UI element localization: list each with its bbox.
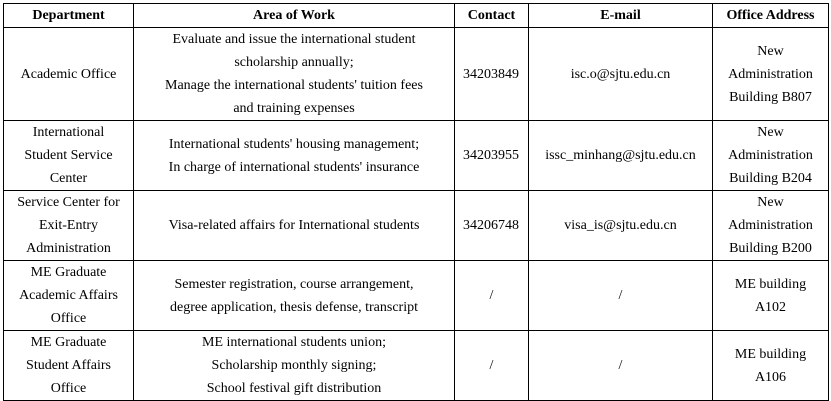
address-line: Building B204 bbox=[729, 171, 812, 186]
department-cell bbox=[4, 191, 134, 261]
table-row bbox=[4, 121, 829, 191]
department-line: Office bbox=[50, 311, 87, 326]
header-row bbox=[4, 4, 829, 28]
email-cell: issc_minhang@sjtu.edu.cn bbox=[529, 121, 713, 191]
department-line: ME Graduate bbox=[30, 265, 107, 280]
office-address-cell bbox=[713, 121, 829, 191]
department-cell bbox=[4, 261, 134, 331]
contact-cell: / bbox=[455, 331, 529, 401]
header-contact: Contact bbox=[455, 4, 529, 28]
area-line: Semester registration, course arrangement, bbox=[174, 276, 414, 292]
address-line: ME building bbox=[734, 346, 807, 362]
header-office-address: Office Address bbox=[713, 4, 829, 28]
email-cell: / bbox=[529, 331, 713, 401]
area-line: International students' housing management; bbox=[168, 136, 420, 152]
header-email: E-mail bbox=[529, 4, 713, 28]
department-cell bbox=[4, 28, 134, 121]
address-line: A102 bbox=[754, 299, 787, 315]
department-line: Academic Affairs bbox=[19, 288, 118, 303]
area-of-work-cell bbox=[134, 261, 455, 331]
area-line: ME international students union; bbox=[202, 335, 386, 350]
table-row bbox=[4, 28, 829, 121]
address-line: ME building bbox=[734, 276, 807, 292]
area-line: and training expenses bbox=[233, 101, 355, 116]
address-line: Administration bbox=[728, 218, 813, 233]
department-line: Exit-Entry bbox=[38, 218, 99, 233]
department-line: Center bbox=[49, 171, 88, 186]
contact-cell: / bbox=[455, 261, 529, 331]
department-line: Office bbox=[50, 381, 87, 396]
office-address-cell bbox=[713, 261, 829, 331]
area-of-work-cell bbox=[134, 121, 455, 191]
office-contacts-table bbox=[3, 3, 829, 401]
address-line: Building B200 bbox=[729, 241, 812, 256]
table-row bbox=[4, 331, 829, 401]
address-line: New bbox=[757, 195, 784, 210]
email-cell: visa_is@sjtu.edu.cn bbox=[529, 191, 713, 261]
department-line: International bbox=[32, 125, 105, 140]
department-cell bbox=[4, 331, 134, 401]
area-line: School festival gift distribution bbox=[206, 381, 382, 396]
department-line: ME Graduate bbox=[30, 335, 107, 350]
address-line: A106 bbox=[754, 369, 787, 385]
address-line: Administration bbox=[728, 148, 813, 163]
contact-cell: 34203849 bbox=[455, 28, 529, 121]
table-row bbox=[4, 261, 829, 331]
area-line: Scholarship monthly signing; bbox=[211, 358, 377, 373]
department-cell bbox=[4, 121, 134, 191]
header-area-of-work: Area of Work bbox=[134, 4, 455, 28]
email-cell: isc.o@sjtu.edu.cn bbox=[529, 28, 713, 121]
area-line: scholarship annually; bbox=[234, 55, 354, 70]
area-line: Visa-related affairs for International students bbox=[168, 218, 420, 233]
address-line: New bbox=[757, 43, 784, 59]
office-address-cell bbox=[713, 28, 829, 121]
area-of-work-cell bbox=[134, 331, 455, 401]
area-line: degree application, thesis defense, transcript bbox=[169, 299, 418, 315]
department-line: Administration bbox=[26, 241, 111, 256]
department-line: Student Affairs bbox=[26, 358, 111, 373]
office-address-cell bbox=[713, 331, 829, 401]
department-line: Service Center for bbox=[17, 195, 120, 210]
address-line: Building B807 bbox=[729, 89, 812, 105]
address-line: Administration bbox=[728, 66, 813, 82]
contact-cell: 34203955 bbox=[455, 121, 529, 191]
header-department: Department bbox=[4, 4, 134, 28]
department-line: Student Service bbox=[24, 148, 113, 163]
department-line: Academic Office bbox=[20, 66, 117, 82]
area-line: Evaluate and issue the international student bbox=[172, 32, 416, 47]
area-of-work-cell bbox=[134, 28, 455, 121]
contact-cell: 34206748 bbox=[455, 191, 529, 261]
table-row bbox=[4, 191, 829, 261]
email-cell: / bbox=[529, 261, 713, 331]
area-of-work-cell bbox=[134, 191, 455, 261]
address-line: New bbox=[757, 125, 784, 140]
area-line: In charge of international students' insurance bbox=[168, 159, 420, 175]
office-address-cell bbox=[713, 191, 829, 261]
area-line: Manage the international students' tuition fees bbox=[165, 78, 423, 93]
